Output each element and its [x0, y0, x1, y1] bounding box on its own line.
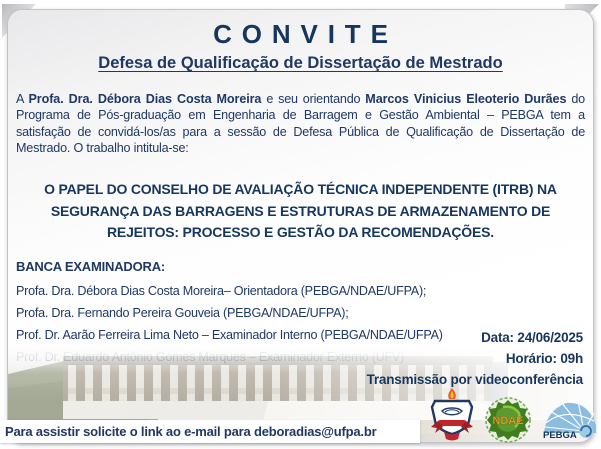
student-name: Marcos Vinicius Eleoterio Durães: [365, 92, 567, 106]
board-member-3: Prof. Dr. Aarão Ferreira Lima Neto – Examinador Interno (PEBGA/NDAE/UFPA): [16, 328, 443, 342]
logo-row: [428, 385, 601, 445]
event-date: [367, 327, 583, 348]
page-subtitle: Defesa de Qualificação de Dissertação de Mestrado: [98, 54, 503, 72]
intro-lead: A: [16, 92, 24, 106]
event-details: [367, 327, 583, 390]
ufpa-logo-icon: [428, 387, 476, 445]
event-time-value: 09h: [560, 351, 583, 366]
event-time-label: Horário:: [505, 351, 557, 366]
board-member-2: Profa. Dra. Fernando Pereira Gouveia (PEBGA/NDAE/UFPA);: [16, 306, 349, 320]
invitation-card: [7, 9, 594, 443]
ndae-logo-label: NDAE: [492, 415, 524, 427]
thesis-title: O PAPEL DO CONSELHO DE AVALIAÇÃO TÉCNICA INDEPENDENTE (ITRB) NA SEGURANÇA DAS BARRAGENS E ESTRUTURAS DE ARMAZENAMENTO DE REJEITOS: PROCESSO E GESTÃO DA RECOMENDAÇÕES.: [44, 181, 557, 240]
examining-board-heading: BANCA EXAMINADORA:: [16, 259, 166, 274]
advisor-name: Profa. Dra. Débora Dias Costa Moreira: [28, 92, 262, 106]
event-date-label: Data:: [481, 330, 514, 345]
ndae-logo-icon: [483, 395, 533, 445]
pebga-logo-label: PEBGA: [543, 430, 577, 441]
board-member-1: Profa. Dra. Débora Dias Costa Moreira– Orientadora (PEBGA/NDAE/UFPA);: [16, 284, 427, 298]
page-title: CONVITE: [213, 19, 398, 49]
intro-paragraph: [16, 91, 585, 157]
footer-bar: [0, 420, 420, 443]
intro-rest: do Programa de Pós-graduação em Engenharia de Barragem e Gestão Ambiental – PEBGA tem a satisfação de convidá-los/as para a sessão de Defesa Pública de Qualificação de Dissertação de Mestrado. O trabalho intitula-se:: [16, 92, 585, 156]
footer-text: Para assistir solicite o link ao e-mail para deboradias@ufpa.br: [5, 424, 377, 439]
event-date-value: 24/06/2025: [517, 330, 583, 345]
intro-connector: e seu orientando: [266, 92, 361, 106]
pebga-logo-icon: [540, 397, 600, 445]
event-time: [367, 348, 583, 369]
event-transmission: Transmissão por videoconferência: [366, 372, 583, 387]
